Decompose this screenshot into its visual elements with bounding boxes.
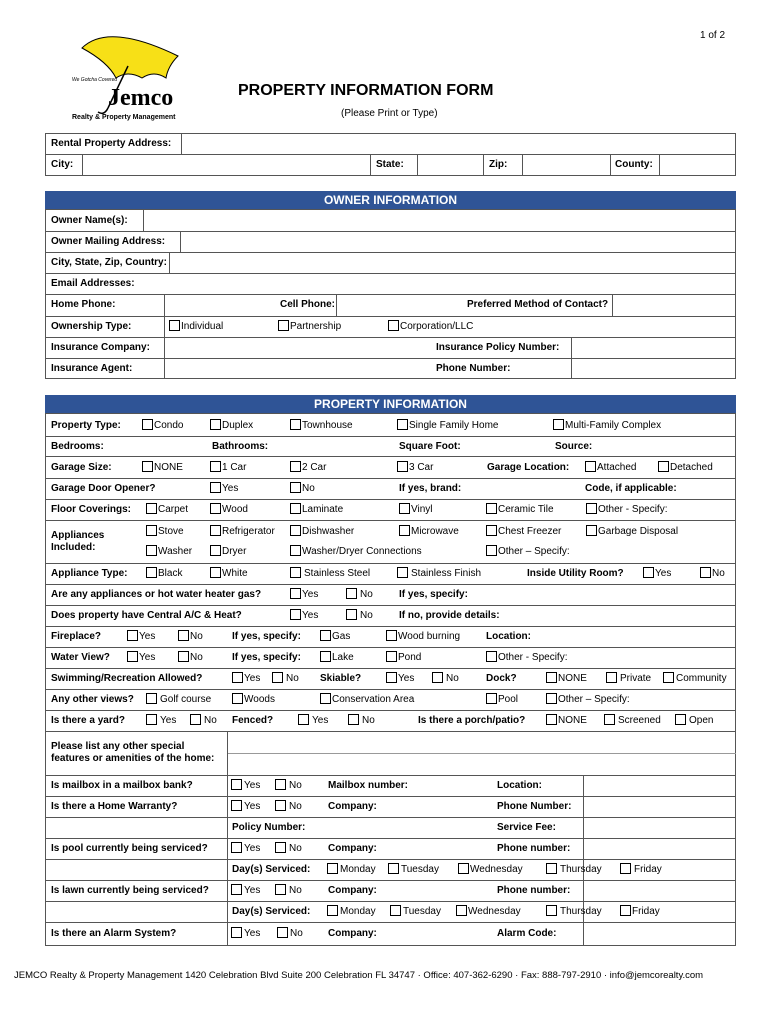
appliance-other-checkbox[interactable] [486,545,497,556]
state-label: State: [376,159,404,170]
fireplace-specify-label: If yes, specify: [232,631,301,642]
duplex-checkbox[interactable] [210,419,221,430]
ac-question-label: Does property have Central A/C & Heat? [51,610,242,621]
ac-yes-checkbox[interactable] [290,609,301,620]
pool-tuesday-checkbox[interactable] [388,863,399,874]
warranty-label: Is there a Home Warranty? [51,801,178,812]
brand-label: If yes, brand: [399,483,462,494]
gas-specify-label: If yes, specify: [399,589,468,600]
mailbox-label: Is mailbox in a mailbox bank? [51,780,193,791]
ownership-type-label: Ownership Type: [51,321,132,332]
code-label: Code, if applicable: [585,483,677,494]
water-view-label: Water View? [51,652,110,663]
mailbox-no-checkbox[interactable] [275,779,286,790]
fireplace-no-checkbox[interactable] [178,630,189,641]
porch-none-checkbox[interactable] [546,714,557,725]
footer: JEMCO Realty & Property Management 1420 Celebration Blvd Suite 200 Celebration FL 34747 · Office: 407-362-6290 · Fax: 888-797-2910 · info@jemcorealty.com [14,970,704,981]
wood-burning-checkbox[interactable] [386,630,397,641]
open-checkbox[interactable] [675,714,686,725]
microwave-checkbox[interactable] [399,525,410,536]
stainless-finish-checkbox[interactable] [397,567,408,578]
agent-phone-label: Phone Number: [436,363,511,374]
garage-location-label: Garage Location: [487,462,570,473]
refrigerator-checkbox[interactable] [210,525,221,536]
mailbox-location-label: Location: [497,780,542,791]
wood-floor-checkbox[interactable] [210,503,221,514]
multi-family-checkbox[interactable] [553,419,564,430]
pool-no-checkbox[interactable] [275,842,286,853]
ac-no-checkbox[interactable] [346,609,357,620]
lawn-yes-checkbox[interactable] [231,884,242,895]
alarm-no-checkbox[interactable] [277,927,288,938]
alarm-company-label: Company: [328,928,377,939]
page-title: PROPERTY INFORMATION FORM [238,82,494,99]
lake-checkbox[interactable] [320,651,331,662]
yard-label: Is there a yard? [51,715,125,726]
swimming-label: Swimming/Recreation Allowed? [51,673,203,684]
dock-label: Dock? [486,673,517,684]
lawn-tuesday-checkbox[interactable] [390,905,401,916]
fireplace-gas-checkbox[interactable] [320,630,331,641]
insurance-agent-label: Insurance Agent: [51,363,133,374]
pool-wednesday-checkbox[interactable] [458,863,469,874]
mailbox-yes-checkbox[interactable] [231,779,242,790]
lawn-friday-checkbox[interactable] [620,905,631,916]
property-type-label: Property Type: [51,420,121,431]
zip-label: Zip: [489,159,508,170]
partnership-checkbox[interactable] [278,320,289,331]
opener-yes-checkbox[interactable] [210,482,221,493]
lawn-no-checkbox[interactable] [275,884,286,895]
skiable-label: Skiable? [320,673,362,684]
dock-private-checkbox[interactable] [606,672,617,683]
gas-yes-checkbox[interactable] [290,588,301,599]
ski-yes-checkbox[interactable] [386,672,397,683]
mailbox-number-label: Mailbox number: [328,780,409,791]
condo-checkbox[interactable] [142,419,153,430]
bathrooms-label: Bathrooms: [212,441,269,452]
page-subtitle: (Please Print or Type) [341,108,438,119]
warranty-phone-label: Phone Number: [497,801,572,812]
square-foot-label: Square Foot: [399,441,461,452]
views-other-checkbox[interactable] [546,693,557,704]
features-label: Please list any other special features or amenities of the home: [51,741,215,764]
black-checkbox[interactable] [146,567,157,578]
county-label: County: [615,159,653,170]
floor-coverings-label: Floor Coverings: [51,504,132,515]
alarm-label: Is there an Alarm System? [51,928,177,939]
contact-method-label: Preferred Method of Contact? [467,299,609,310]
pool-thursday-checkbox[interactable] [546,863,557,874]
wd-connections-checkbox[interactable] [290,545,301,556]
woods-checkbox[interactable] [232,693,243,704]
pool-view-checkbox[interactable] [486,693,497,704]
dryer-checkbox[interactable] [210,545,221,556]
white-checkbox[interactable] [210,567,221,578]
pool-friday-checkbox[interactable] [620,863,631,874]
water-other-checkbox[interactable] [486,651,497,662]
water-specify-label: If yes, specify: [232,652,301,663]
lawn-thursday-checkbox[interactable] [546,905,557,916]
chest-freezer-checkbox[interactable] [486,525,497,536]
lawn-wednesday-checkbox[interactable] [456,905,467,916]
opener-no-checkbox[interactable] [290,482,301,493]
owner-mailing-label: Owner Mailing Address: [51,236,166,247]
disposal-checkbox[interactable] [586,525,597,536]
single-family-checkbox[interactable] [397,419,408,430]
dishwasher-checkbox[interactable] [290,525,301,536]
ceramic-checkbox[interactable] [486,503,497,514]
conservation-checkbox[interactable] [320,693,331,704]
yard-yes-checkbox[interactable] [146,714,157,725]
utility-yes-checkbox[interactable] [643,567,654,578]
owner-names-label: Owner Name(s): [51,215,128,226]
appliances-label: Appliances Included: [51,530,105,553]
policy-number-label: Insurance Policy Number: [436,342,560,353]
rental-address-label: Rental Property Address: [51,138,172,149]
yard-no-checkbox[interactable] [190,714,201,725]
insurance-company-label: Insurance Company: [51,342,150,353]
swim-yes-checkbox[interactable] [232,672,243,683]
screened-checkbox[interactable] [604,714,615,725]
individual-checkbox[interactable] [169,320,180,331]
golf-checkbox[interactable] [146,693,157,704]
service-fee-label: Service Fee: [497,822,556,833]
lawn-company-label: Company: [328,885,377,896]
city-label: City: [51,159,74,170]
bedrooms-label: Bedrooms: [51,441,104,452]
warranty-company-label: Company: [328,801,377,812]
other-views-label: Any other views? [51,694,134,705]
utility-no-checkbox[interactable] [700,567,711,578]
pool-company-label: Company: [328,843,377,854]
source-label: Source: [555,441,593,452]
logo: We Gotcha Covered Jemco Realty & Property Management [68,26,198,126]
lawn-monday-checkbox[interactable] [327,905,338,916]
stainless-steel-checkbox[interactable] [290,567,301,578]
water-no-checkbox[interactable] [178,651,189,662]
washer-checkbox[interactable] [146,545,157,556]
attached-checkbox[interactable] [585,461,596,472]
dock-none-checkbox[interactable] [546,672,557,683]
page-number: 1 of 2 [700,30,726,41]
owner-email-label: Email Addresses: [51,278,135,289]
garage-2car-checkbox[interactable] [290,461,301,472]
ac-details-label: If no, provide details: [399,610,500,621]
appliance-type-label: Appliance Type: [51,568,128,579]
lawn-phone-label: Phone number: [497,885,571,896]
lawn-service-label: Is lawn currently being serviced? [51,885,209,896]
garage-none-checkbox[interactable] [142,461,153,472]
ski-no-checkbox[interactable] [432,672,443,683]
warranty-policy-label: Policy Number: [232,822,306,833]
detached-checkbox[interactable] [658,461,669,472]
pool-phone-label: Phone number: [497,843,571,854]
laminate-checkbox[interactable] [290,503,301,514]
dock-community-checkbox[interactable] [663,672,674,683]
owner-section-header: OWNER INFORMATION [45,191,736,209]
utility-room-label: Inside Utility Room? [527,568,624,579]
vinyl-checkbox[interactable] [399,503,410,514]
pool-yes-checkbox[interactable] [231,842,242,853]
water-yes-checkbox[interactable] [127,651,138,662]
stove-checkbox[interactable] [146,525,157,536]
alarm-yes-checkbox[interactable] [231,927,242,938]
fireplace-location-label: Location: [486,631,531,642]
floor-other-checkbox[interactable] [586,503,597,514]
gas-no-checkbox[interactable] [346,588,357,599]
lawn-days-label: Day(s) Serviced: [232,906,311,917]
home-phone-label: Home Phone: [51,299,116,310]
pool-service-label: Is pool currently being serviced? [51,843,208,854]
cell-phone-label: Cell Phone: [280,299,336,310]
fenced-label: Fenced? [232,715,274,726]
owner-csz-label: City, State, Zip, Country: [51,257,167,268]
porch-label: Is there a porch/patio? [418,715,526,726]
garage-3car-checkbox[interactable] [397,461,408,472]
pool-days-label: Day(s) Serviced: [232,864,311,875]
garage-1car-checkbox[interactable] [210,461,221,472]
townhouse-checkbox[interactable] [290,419,301,430]
carpet-checkbox[interactable] [146,503,157,514]
fireplace-yes-checkbox[interactable] [127,630,138,641]
gas-question-label: Are any appliances or hot water heater gas? [51,589,262,600]
pond-checkbox[interactable] [386,651,397,662]
corporation-checkbox[interactable] [388,320,399,331]
pool-monday-checkbox[interactable] [327,863,338,874]
swim-no-checkbox[interactable] [272,672,283,683]
garage-size-label: Garage Size: [51,462,112,473]
property-section-header: PROPERTY INFORMATION [45,395,736,413]
warranty-no-checkbox[interactable] [275,800,286,811]
fireplace-label: Fireplace? [51,631,102,642]
fenced-no-checkbox[interactable] [348,714,359,725]
alarm-code-label: Alarm Code: [497,928,557,939]
garage-opener-label: Garage Door Opener? [51,483,156,494]
warranty-yes-checkbox[interactable] [231,800,242,811]
fenced-yes-checkbox[interactable] [298,714,309,725]
